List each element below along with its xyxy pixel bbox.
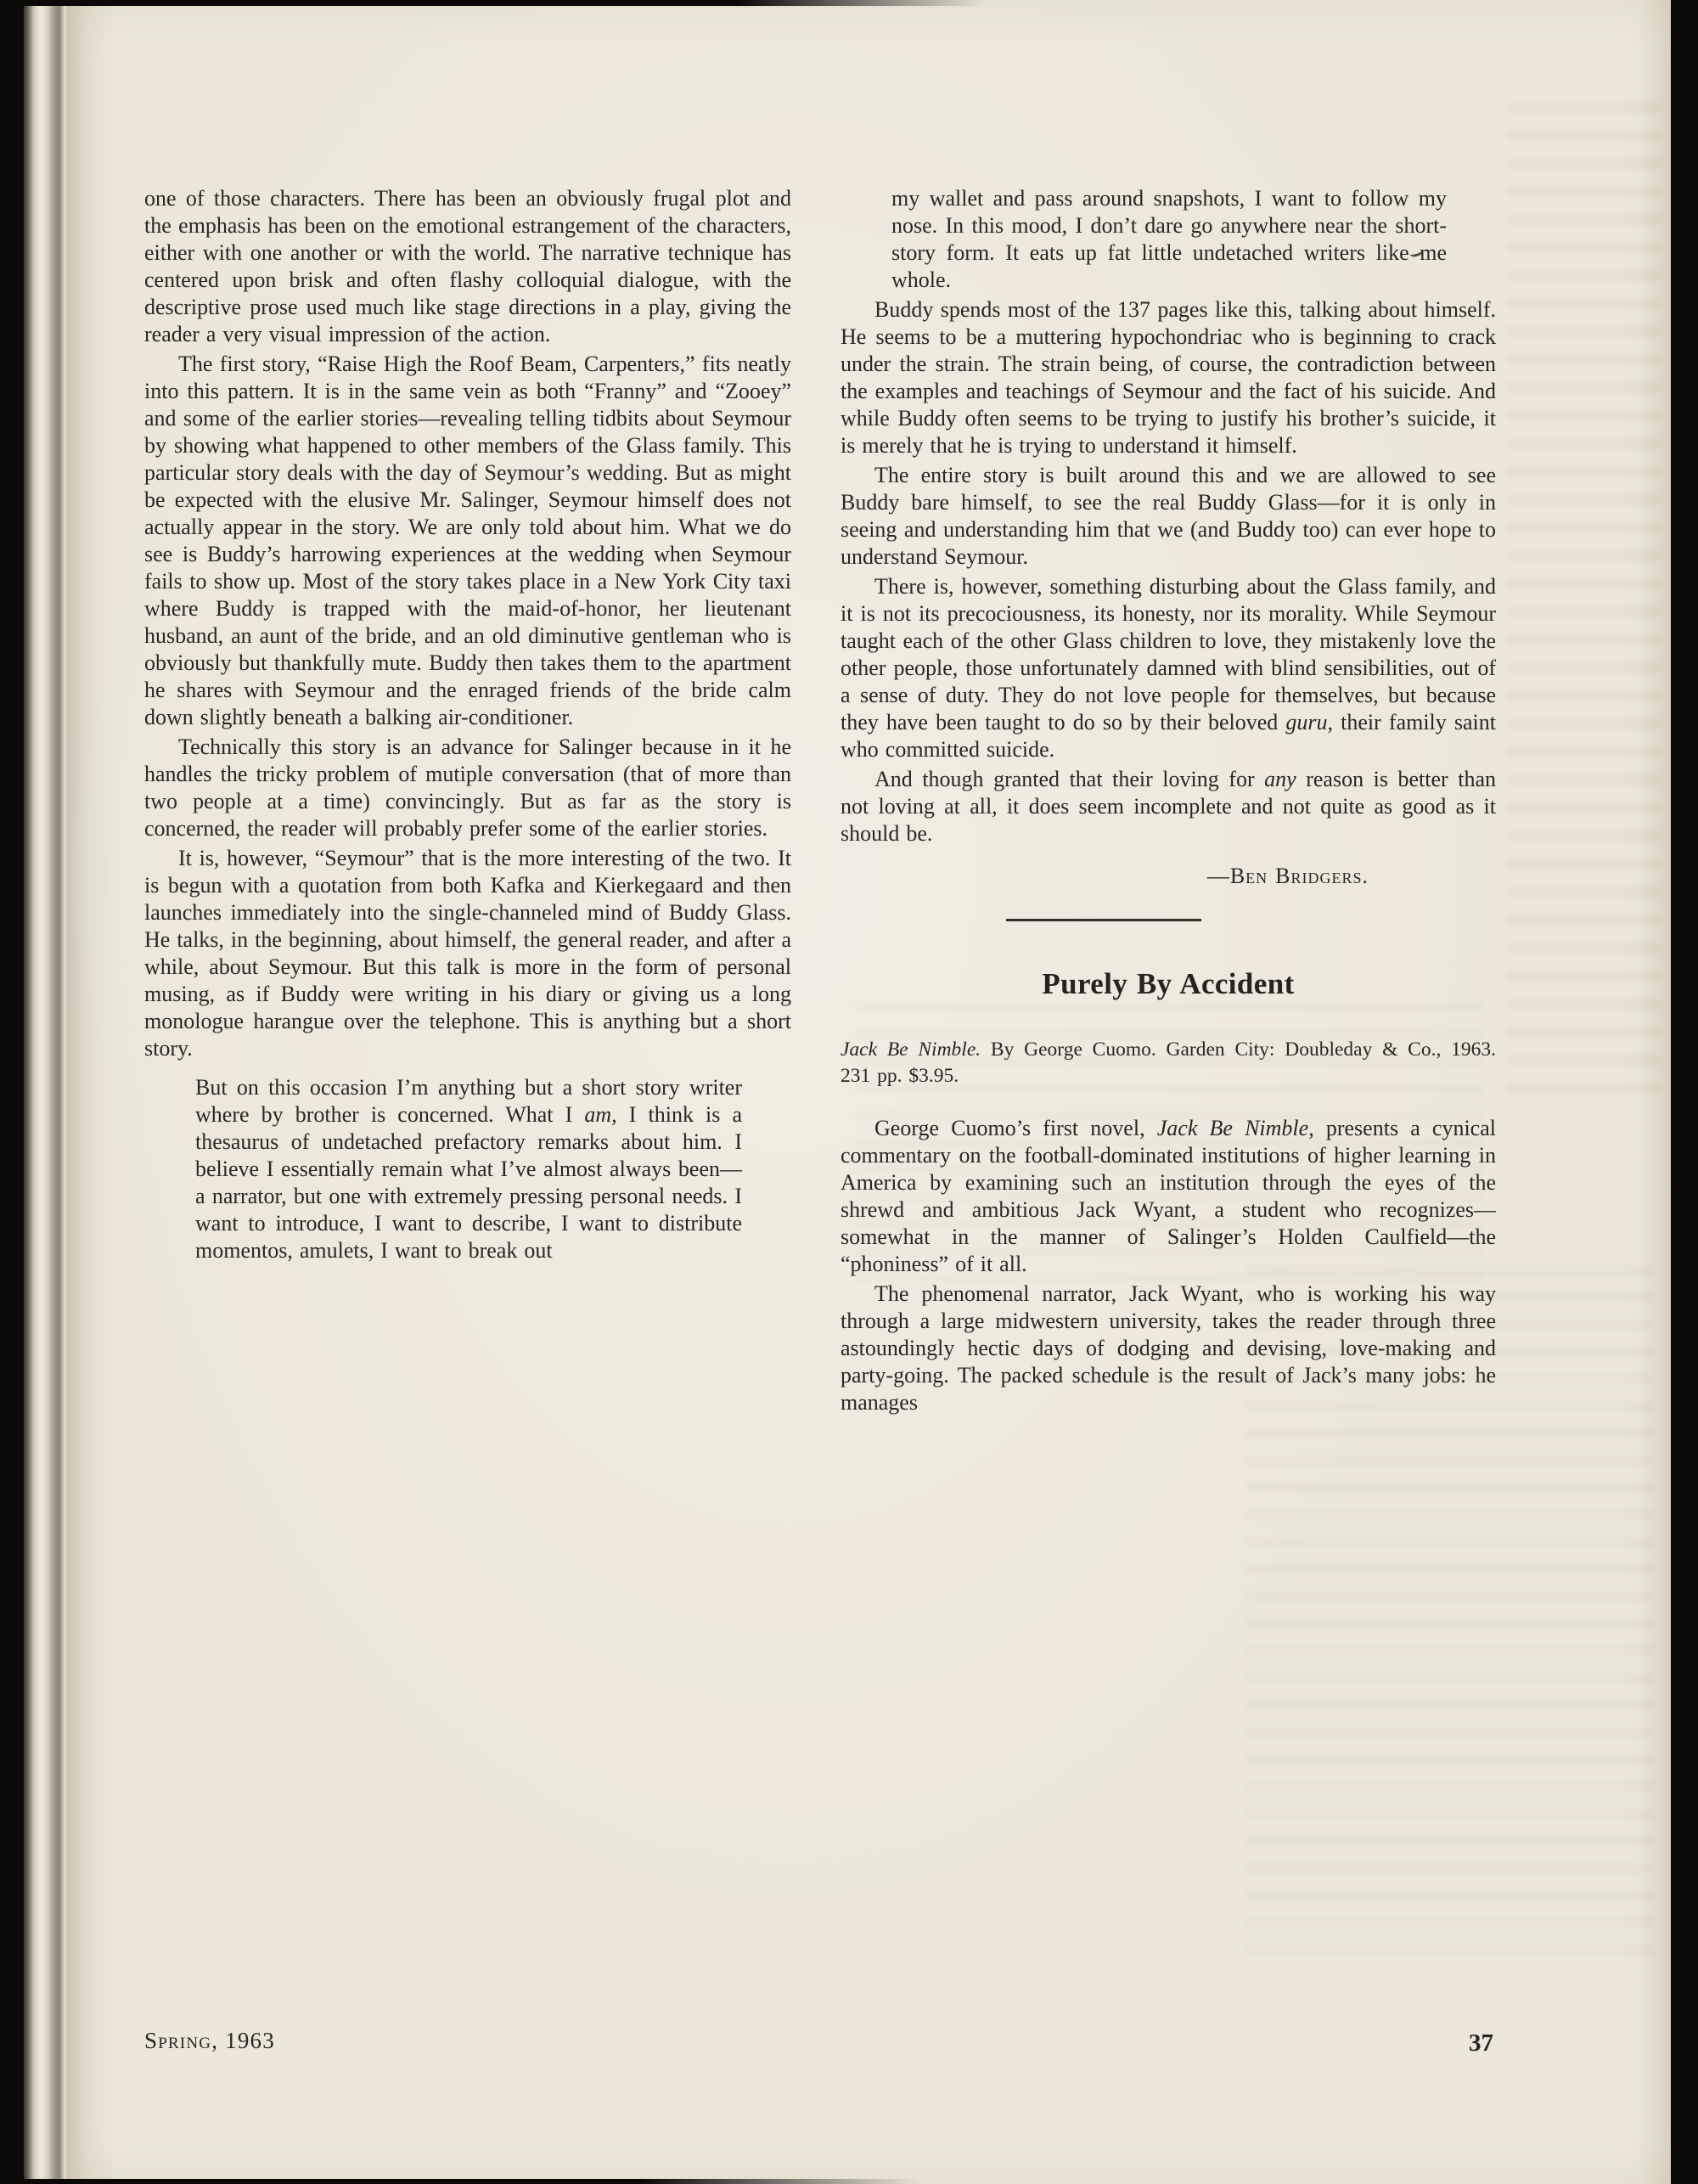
- paragraph: George Cuomo’s first novel, Jack Be Nimble, presents a cynical commentary on the football-dominated institutions of higher learning in America by examining such an institution through the eyes of the shrewd and ambitious Jack Wyant, a student who recognizes—somewhat in the manner of Salinger’s Holden Caulfield—the “phoniness” of it all.: [841, 1116, 1496, 1276]
- paragraph: one of those characters. There has been an obviously frugal plot and the emphasis has been on the emotional estrangement of the characters, either with one another or with the world. The narrative technique has centered upon brisk and often flashy colloquial dialogue, with the descriptive prose used much like stage directions in a play, giving the reader a very visual impression of the action.: [144, 186, 791, 346]
- right-text-column: [841, 185, 1496, 1416]
- block-quote: But on this occasion I’m anything but a short story writer where by brother is concerned. What I am, I think is a thesaurus of undetached prefactory remarks about him. I believe I essentially remain what I’ve almost always been—a narrator, but one with extremely pressing personal needs. I want to introduce, I want to describe, I want to distribute momentos, amulets, I want to break out: [195, 1075, 742, 1263]
- reviewer-attribution: —Ben Bridgers.: [1206, 864, 1369, 888]
- book-page-edges: [24, 0, 66, 2184]
- section-divider: [1006, 919, 1201, 921]
- paragraph: It is, however, “Seymour” that is the more interesting of the two. It is begun with a quotation from both Kafka and Kierkegaard and then launches immediately into the single-channeled mind of Buddy Glass. He talks, in the beginning, about himself, the general reader, and after a while, about Seymour. But this talk is more in the form of personal musing, as if Buddy were writing in his diary or giving us a long monologue harangue over the telephone. This is anything but a short story.: [144, 846, 792, 1061]
- scan-bottom-edge: [0, 2179, 917, 2184]
- left-text-column: [144, 185, 791, 1264]
- footer-issue-date: Spring, 1963: [144, 2028, 275, 2053]
- paragraph: The entire story is built around this and we are allowed to see Buddy bare himself, to see the real Buddy Glass—for it is only in seeing and understanding him that we (and Buddy too) can ever hope to understand Seymour.: [841, 463, 1496, 569]
- paragraph: There is, however, something disturbing about the Glass family, and it is not its precociousness, its honesty, nor its morality. While Seymour taught each of the other Glass children to love, they mistakenly love the other people, those unfortunately damned with blind sensibilities, out of a sense of duty. They do not love people for themselves, but because they have been taught to do so by their beloved guru, their family saint who committed suicide.: [841, 574, 1497, 762]
- bleed-through-texture: [1508, 102, 1661, 1104]
- paper: [66, 0, 1671, 2184]
- book-citation: Jack Be Nimble. By George Cuomo. Garden City: Doubleday & Co., 1963. 231 pp. $3.95.: [841, 1039, 1497, 1087]
- paragraph: The phenomenal narrator, Jack Wyant, who is working his way through a large midwestern university, takes the reader through three astoundingly hectic days of dodging and devising, love-making and party-going. The packed schedule is the result of Jack’s many jobs: he manages: [841, 1281, 1496, 1415]
- review-title: Purely By Accident: [1042, 967, 1295, 1000]
- paragraph: Buddy spends most of the 137 pages like this, talking about himself. He seems to be a muttering hypochondriac who is beginning to crack under the strain. The strain being, of course, the contradiction between the examples and teachings of Seymour and the fact of his suicide. And while Buddy often seems to be trying to justify his brother’s suicide, it is merely that he is trying to understand it himself.: [841, 297, 1496, 458]
- scan-left-border: [0, 0, 24, 2184]
- scan-right-border: [1671, 0, 1698, 2184]
- paragraph: And though granted that their loving for any reason is better than not loving at all, it does seem incomplete and not quite as good as it should be.: [841, 767, 1496, 846]
- paragraph: The first story, “Raise High the Roof Beam, Carpenters,” fits neatly into this pattern. It is in the same vein as both “Franny” and “Zooey” and some of the earlier stories—revealing telling tidbits about Seymour by showing what happened to other members of the Glass family. This particular story deals with the day of Seymour’s wedding. But as might be expected with the elusive Mr. Salinger, Seymour himself does not actually appear in the story. We are only told about him. What we do see is Buddy’s harrowing experiences at the wedding when Seymour fails to show up. Most of the story takes place in a New York City taxi where Buddy is trapped with the maid-of-honor, her lieutenant husband, an aunt of the bride, and an old diminutive gentleman who is obviously but thankfully mute. Buddy then takes them to the apartment he shares with Seymour and the enraged friends of the bride calm down slightly beneath a balking air-conditioner.: [144, 352, 791, 729]
- page-number: 37: [1469, 2029, 1493, 2057]
- paragraph: Technically this story is an advance for Salinger because in it he handles the tricky problem of mutiple conversation (that of more than two people at a time) convincingly. But as far as the story is concerned, the reader will probably prefer some of the earlier stories.: [144, 735, 791, 841]
- scan-top-edge: [0, 0, 985, 6]
- block-quote-continuation: my wallet and pass around snapshots, I want to follow my nose. In this mood, I don’t dare go anywhere near the short-story form. It eats up fat little undetached writers like me whole.: [891, 186, 1447, 292]
